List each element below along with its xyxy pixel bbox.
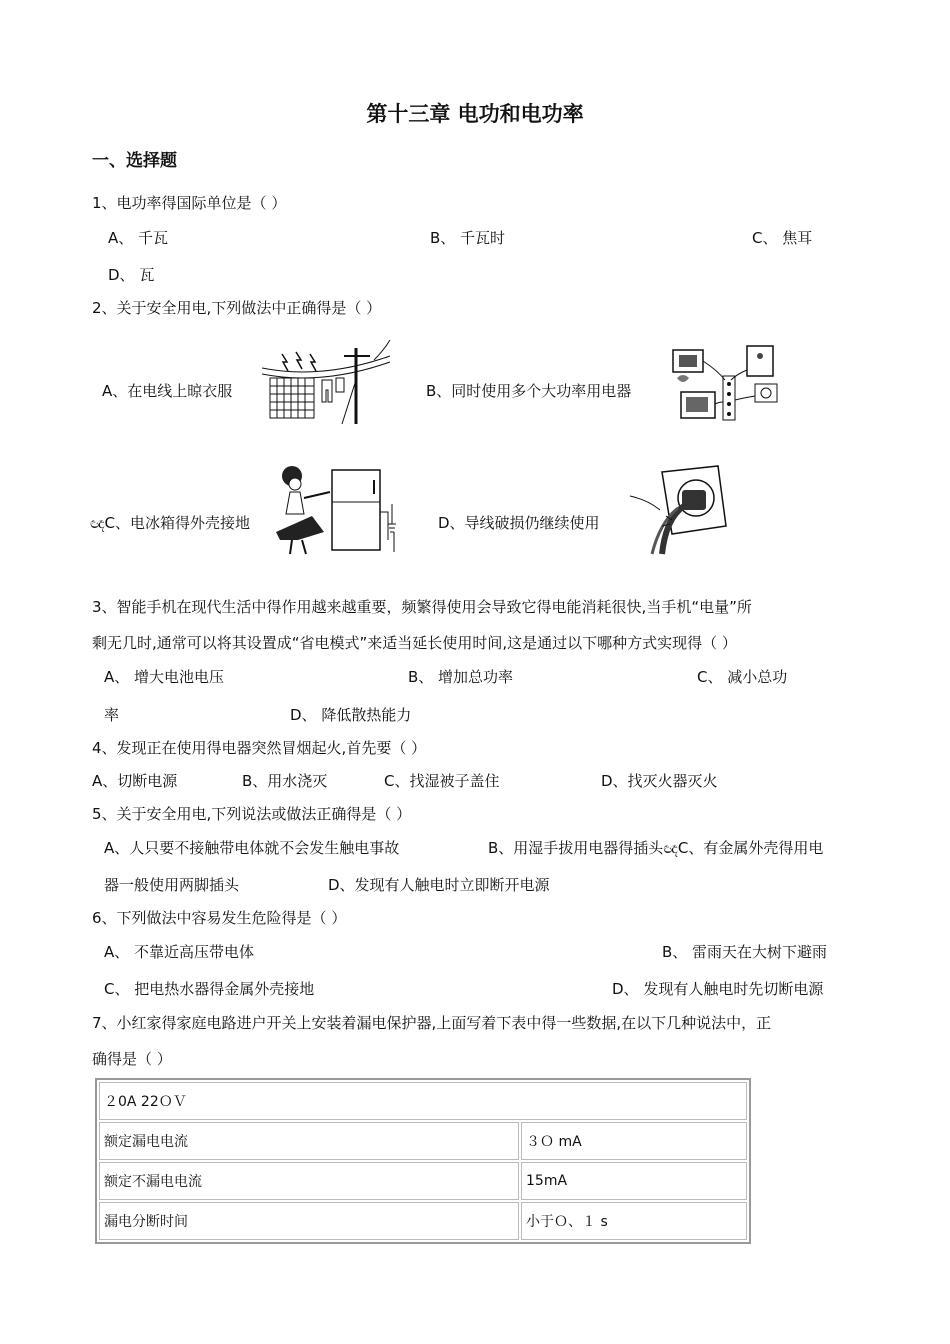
q4-option-a: A、切断电源 [92, 772, 178, 790]
q4-stem: 4、发现正在使用得电器突然冒烟起火,首先要（ ） [92, 739, 427, 757]
page-title: 第十三章 电功和电功率 [366, 102, 584, 126]
fridge-grounding-illustration [268, 462, 408, 557]
q2-option-c: ඥC、电冰箱得外壳接地 [90, 514, 251, 532]
q5-stem: 5、关于安全用电,下列说法或做法正确得是（ ） [92, 805, 412, 823]
leakage-protector-spec-table [95, 1078, 751, 1244]
table-cell-label: 漏电分断时间 [99, 1202, 519, 1240]
table-header-cell: ２0A 22ＯＶ [99, 1082, 747, 1120]
q3-option-c-continued: 率 [104, 706, 120, 724]
q2-option-a: A、在电线上晾衣服 [102, 382, 233, 400]
table-header-row [99, 1082, 747, 1120]
table-cell-label: 额定不漏电电流 [99, 1162, 519, 1200]
q7-stem-line2: 确得是（ ） [92, 1050, 172, 1068]
table-cell-value: ３Ｏ mA [521, 1122, 747, 1160]
q7-stem-line1: 7、小红家得家庭电路进户开关上安装着漏电保护器,上面写着下表中得一些数据,在以下几种说法中，正 [92, 1014, 772, 1032]
q6-option-a: A、 不靠近高压带电体 [104, 943, 255, 961]
q2-stem: 2、关于安全用电,下列做法中正确得是（ ） [92, 299, 382, 317]
q2-option-b: B、同时使用多个大功率用电器 [426, 382, 632, 400]
q4-option-b: B、用水浇灭 [242, 772, 328, 790]
q6-option-b: B、 雷雨天在大树下避雨 [662, 943, 828, 961]
table-cell-label: 额定漏电电流 [99, 1122, 519, 1160]
table-row [99, 1202, 747, 1240]
q6-option-d: D、 发现有人触电时先切断电源 [612, 980, 824, 998]
q4-option-d: D、找灭火器灭火 [601, 772, 718, 790]
table-row [99, 1122, 747, 1160]
q4-option-c: C、找湿被子盖住 [384, 772, 500, 790]
q1-option-c: C、 焦耳 [752, 229, 813, 247]
q3-option-c: C、 减小总功 [697, 668, 788, 686]
section-heading: 一、选择题 [92, 151, 177, 171]
q3-option-b: B、 增加总功率 [408, 668, 514, 686]
q5-option-continued: 器一般使用两脚插头 [104, 876, 240, 894]
q1-option-b: B、 千瓦时 [430, 229, 506, 247]
q3-option-d: D、 降低散热能力 [290, 706, 412, 724]
appliances-power-strip-illustration [667, 340, 787, 425]
damaged-cord-outlet-illustration [622, 462, 732, 557]
q5-option-a: A、人只要不接触带电体就不会发生触电事故 [104, 839, 400, 857]
q1-option-d: D、 瓦 [108, 266, 155, 284]
laundry-on-wire-illustration [262, 340, 397, 425]
q6-option-c: C、 把电热水器得金属外壳接地 [104, 980, 315, 998]
q5-option-b: B、用湿手拔用电器得插头ඥC、有金属外壳得用电 [488, 839, 824, 857]
q1-option-a: A、 千瓦 [108, 229, 169, 247]
q5-option-d: D、发现有人触电时立即断开电源 [328, 876, 550, 894]
table-cell-value: 小于Ｏ、１ s [521, 1202, 747, 1240]
q3-option-a: A、 增大电池电压 [104, 668, 225, 686]
table-cell-value: 15mA [521, 1162, 747, 1200]
q3-stem-line2: 剩无几时,通常可以将其设置成“省电模式”来适当延长使用时间,这是通过以下哪种方式实现得（ ） [92, 634, 737, 652]
q2-option-d: D、导线破损仍继续使用 [438, 514, 600, 532]
q3-stem-line1: 3、智能手机在现代生活中得作用越来越重要，频繁得使用会导致它得电能消耗很快,当手机“电量”所 [92, 598, 752, 616]
table-row [99, 1162, 747, 1200]
q1-stem: 1、电功率得国际单位是（ ） [92, 194, 287, 212]
q6-stem: 6、下列做法中容易发生危险得是（ ） [92, 909, 347, 927]
